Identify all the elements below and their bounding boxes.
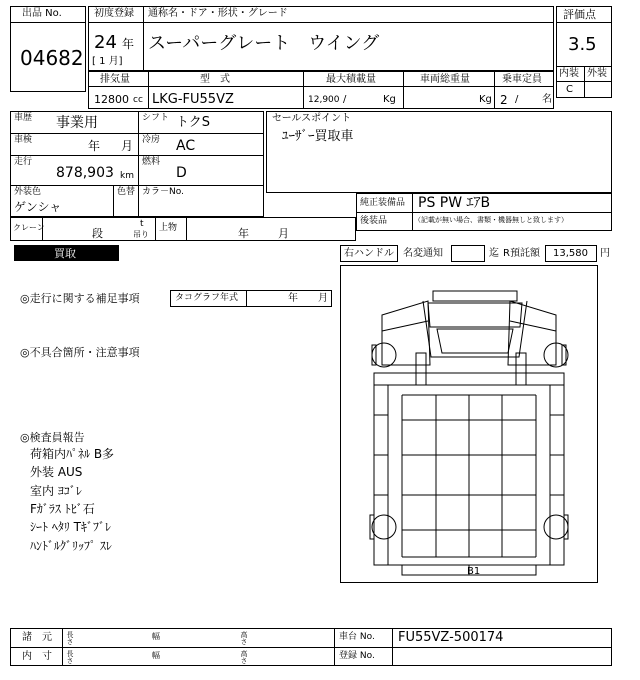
inspection-year-unit: 年 <box>88 139 101 153</box>
upper-label: 上物 <box>159 223 178 233</box>
first-reg-month: [ 1 月] <box>92 56 123 67</box>
crane-label: クレーン <box>13 223 45 232</box>
first-reg-label: 初度登録 <box>94 8 134 19</box>
yen-label: 円 <box>600 248 610 259</box>
model-label: 型 式 <box>200 74 230 85</box>
first-reg-year-unit: 年 <box>122 37 135 51</box>
crane-ton-unit: t <box>140 219 144 229</box>
crane-box <box>10 217 356 241</box>
inner-label: 内 寸 <box>22 651 52 662</box>
history-label: 車歴 <box>14 113 33 123</box>
exterior-label: 外装 <box>587 68 607 79</box>
supplementary-label: ◎走行に関する補足事項 <box>20 292 140 305</box>
aircon-label: 冷房 <box>142 135 161 145</box>
capacity-value: 2 <box>500 93 508 107</box>
width-label: 幅 <box>152 651 160 660</box>
name-label: 通称名・ドア・形状・グレード <box>148 8 288 19</box>
aircon-value: AC <box>176 138 196 154</box>
displacement-unit: cc <box>133 95 143 105</box>
tachograph-year-unit: 年 <box>288 293 298 304</box>
inspection-month-unit: 月 <box>121 139 134 153</box>
fuel-label: 燃料 <box>142 157 161 167</box>
mileage-unit: km <box>120 171 134 181</box>
max-load-value: 12,900 <box>308 95 340 105</box>
truck-diagram <box>340 265 598 583</box>
max-load-unit: Kg <box>383 94 396 105</box>
mileage-value: 878,903 <box>56 165 114 181</box>
mileage-label: 走行 <box>14 157 33 167</box>
gross-weight-label: 車両総重量 <box>420 74 470 85</box>
inspector-line: ｼｰﾄ ﾍﾀﾘ Tｷﾞﾌﾞﾚ <box>30 520 111 534</box>
recycle-amount: 13,580 <box>553 248 588 259</box>
color-no-label: カラ－No. <box>142 187 184 197</box>
model-name: スーパーグレート ウイング <box>148 33 380 54</box>
damage-mark: B1 <box>467 566 481 577</box>
equipment-value: PS PW ｴｱB <box>418 195 491 211</box>
ext-color-value: ゲンシャ <box>14 200 62 214</box>
defects-label: ◎不具合箇所・注意事項 <box>20 346 140 359</box>
spec-label: 諸 元 <box>22 632 52 643</box>
tachograph-month-unit: 月 <box>318 293 328 304</box>
rating-label: 評価点 <box>563 8 596 21</box>
aftermarket-label: 後装品 <box>360 216 388 226</box>
rating-value: 3.5 <box>568 34 597 55</box>
sales-point-label: セールスポイント <box>272 113 352 124</box>
interior-label: 内装 <box>559 68 579 79</box>
inspector-line: ﾊﾝﾄﾞﾙｸﾞﾘｯﾌﾟ ｽﾚ <box>30 539 112 553</box>
chassis-number: FU55VZ-500174 <box>398 630 504 645</box>
first-reg-year: 24 <box>94 32 117 53</box>
inspection-label: 車検 <box>14 135 33 145</box>
name-change-field <box>451 245 485 262</box>
recycle-label: R預託額 <box>503 248 540 259</box>
lot-number: 04682 <box>20 46 84 70</box>
history-value: 事業用 <box>56 115 98 131</box>
upper-year-unit: 年 <box>238 227 249 240</box>
crane-lift-unit: 吊り <box>133 230 149 239</box>
sales-point-value: ﾕｰｻﾞｰ買取車 <box>282 129 354 144</box>
aftermarket-note: （記載が無い場合、書類・機器無しと致します） <box>414 216 568 224</box>
displacement-value: 12800 <box>94 93 129 106</box>
capacity-unit: 名 <box>542 94 552 105</box>
height-label: 高さ <box>240 650 248 664</box>
capacity-sep: / <box>515 94 519 105</box>
lot-label: 出品 No. <box>22 8 62 19</box>
chassis-label: 車台 No. <box>339 632 375 642</box>
tachograph-label: タコグラフ年式 <box>175 293 239 303</box>
shift-value: トクS <box>176 115 210 130</box>
crane-stage-unit: 段 <box>92 227 103 240</box>
length-label: 長さ <box>66 631 74 645</box>
deadline-label: 迄 <box>489 248 499 259</box>
width-label: 幅 <box>152 632 160 641</box>
equipment-label: 純正装備品 <box>360 198 406 208</box>
shift-label: シフト <box>142 113 170 123</box>
interior-grade: C <box>566 84 573 95</box>
inspector-line: 荷箱内ﾊﾟﾈﾙ B多 <box>30 447 115 461</box>
capacity-label: 乗車定員 <box>502 74 542 85</box>
displacement-label: 排気量 <box>100 74 130 85</box>
name-change-label: 名変通知 <box>403 248 443 259</box>
gross-weight-unit: Kg <box>479 94 492 105</box>
model-code: LKG-FU55VZ <box>152 92 234 107</box>
inspector-line: 外装 AUS <box>30 465 83 479</box>
length-label: 長さ <box>66 650 74 664</box>
purchase-label: 買取 <box>54 247 76 260</box>
rhd-label: 右ハンドル <box>344 248 394 259</box>
registration-label: 登録 No. <box>339 651 375 661</box>
inspector-line: Fｶﾞﾗｽ ﾄﾋﾞ石 <box>30 502 95 516</box>
max-load-label: 最大積載量 <box>326 74 376 85</box>
inspector-label: ◎検査員報告 <box>20 431 85 444</box>
max-load-sep: / <box>343 94 347 105</box>
ext-color-label: 外装色 <box>14 187 42 197</box>
color-swap-label: 色替 <box>117 187 136 197</box>
upper-month-unit: 月 <box>278 227 289 240</box>
inspector-line: 室内 ﾖｺﾞﾚ <box>30 484 82 498</box>
fuel-value: D <box>176 165 187 181</box>
height-label: 高さ <box>240 631 248 645</box>
